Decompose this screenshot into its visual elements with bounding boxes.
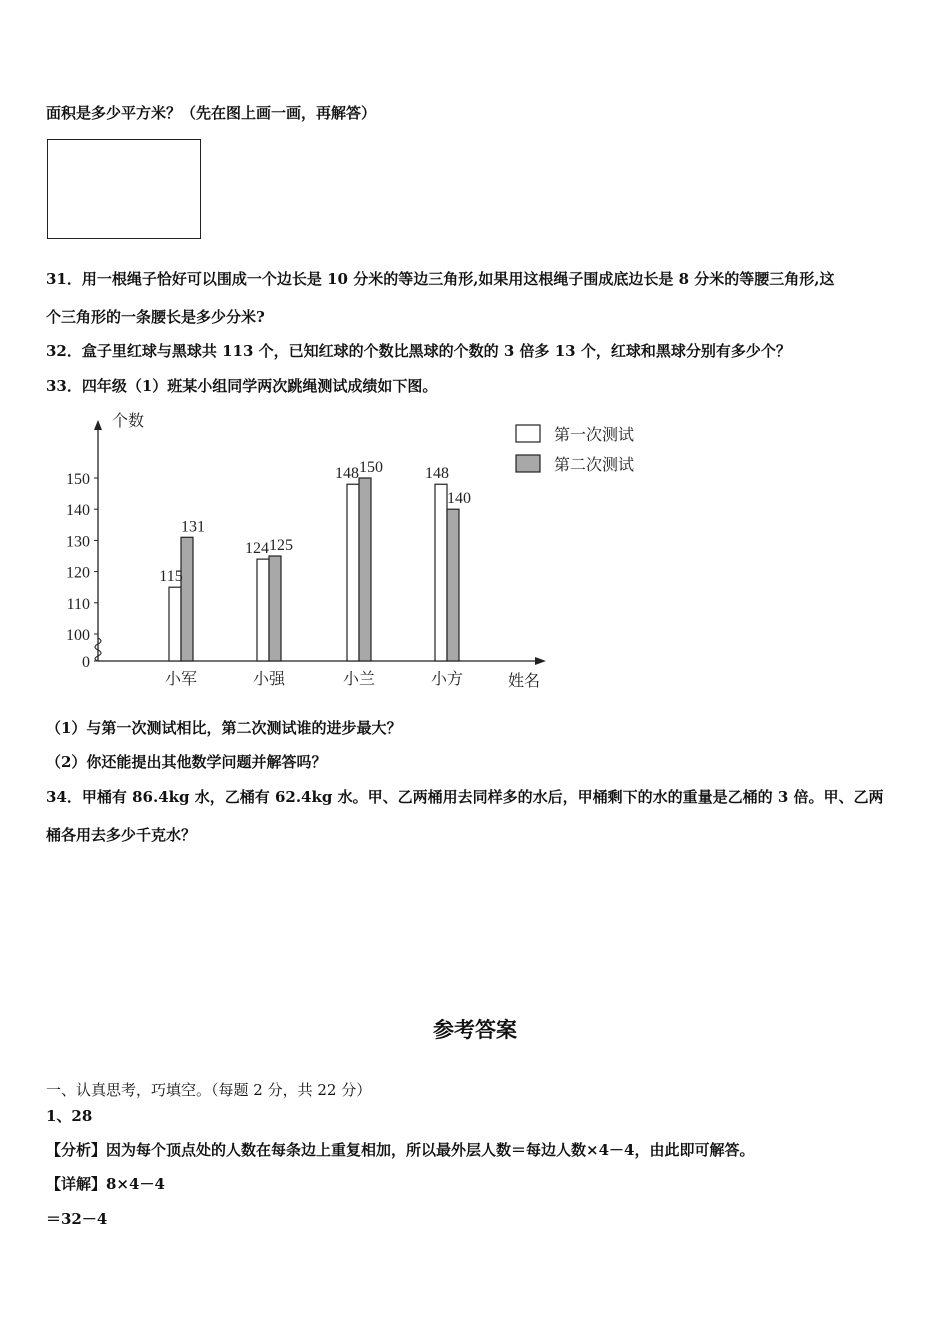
category-label: 小军 xyxy=(164,671,198,688)
y-tick-label: 100 xyxy=(66,627,90,644)
question-34-line2: 桶各用去多少千克水？ xyxy=(46,826,197,844)
bar xyxy=(257,559,269,661)
data-label: 131 xyxy=(181,518,205,536)
legend-swatch xyxy=(516,425,540,442)
data-label: 124 xyxy=(245,540,269,558)
bar xyxy=(359,478,371,661)
x-axis-arrow xyxy=(535,657,546,665)
question-34-line1: 34．甲桶有 86.4kg 水，乙桶有 62.4kg 水。甲、乙两桶用去同样多的水后，甲桶剩下的水的重量是乙桶的 3 倍。甲、乙两 xyxy=(46,788,884,806)
bar xyxy=(269,556,281,661)
data-label: 150 xyxy=(359,459,383,476)
question-33: 33．四年级（1）班某小组同学两次跳绳测试成绩如下图。 xyxy=(46,377,438,395)
bar xyxy=(347,484,359,661)
bar-chart xyxy=(0,400,950,710)
answer-title: 参考答案 xyxy=(433,1018,517,1042)
category-label: 小强 xyxy=(252,671,286,688)
section-1-heading: 一、认真思考，巧填空。（每题 2 分，共 22 分） xyxy=(46,1081,372,1099)
answer-1-detail: 【详解】8×4－4 xyxy=(46,1175,165,1193)
answer-1: 1、28 xyxy=(46,1107,93,1125)
bar xyxy=(181,537,193,661)
category-label: 小方 xyxy=(430,671,464,688)
y-tick-label: 120 xyxy=(66,564,90,582)
category-label: 小兰 xyxy=(342,671,376,688)
legend-label: 第一次测试 xyxy=(554,427,635,444)
question-33-part1: （1）与第一次测试相比，第二次测试谁的进步最大？ xyxy=(46,719,402,737)
bar xyxy=(169,587,181,661)
bar xyxy=(435,484,447,661)
bar xyxy=(447,509,459,661)
question-31-line1: 31．用一根绳子恰好可以围成一个边长是 10 分米的等边三角形,如果用这根绳子围成底边长是 8 分米的等腰三角形,这 xyxy=(46,270,835,288)
data-label: 148 xyxy=(335,465,359,483)
question-32: 32．盒子里红球与黑球共 113 个，已知红球的个数比黑球的个数的 3 倍多 13 个，红球和黑球分别有多少个？ xyxy=(46,342,791,360)
y-tick-label: 0 xyxy=(82,654,90,671)
data-label: 140 xyxy=(447,490,471,508)
y-tick-label: 150 xyxy=(66,471,90,488)
question-33-part2: （2）你还能提出其他数学问题并解答吗？ xyxy=(46,753,327,771)
y-tick-label: 110 xyxy=(66,595,90,613)
x-axis-label: 姓名 xyxy=(508,673,541,690)
data-label: 125 xyxy=(269,537,293,554)
y-axis-label: 个数 xyxy=(112,413,145,430)
answer-1-analysis: 【分析】因为每个顶点处的人数在每条边上重复相加，所以最外层人数＝每边人数×4－4，由此即可解答。 xyxy=(46,1141,755,1159)
question-30-tail: 面积是多少平方米？（先在图上画一画，再解答） xyxy=(46,104,377,122)
question-31-line2: 个三角形的一条腰长是多少分米? xyxy=(46,308,265,326)
answer-1-step: ＝32－4 xyxy=(46,1210,108,1228)
drawing-rectangle xyxy=(47,139,201,239)
y-tick-label: 140 xyxy=(66,502,90,520)
y-axis-arrow xyxy=(94,420,102,430)
y-tick-label: 130 xyxy=(66,533,90,551)
data-label: 115 xyxy=(159,568,183,586)
data-label: 148 xyxy=(425,465,449,483)
legend-swatch xyxy=(516,455,540,472)
legend-label: 第二次测试 xyxy=(554,457,635,474)
